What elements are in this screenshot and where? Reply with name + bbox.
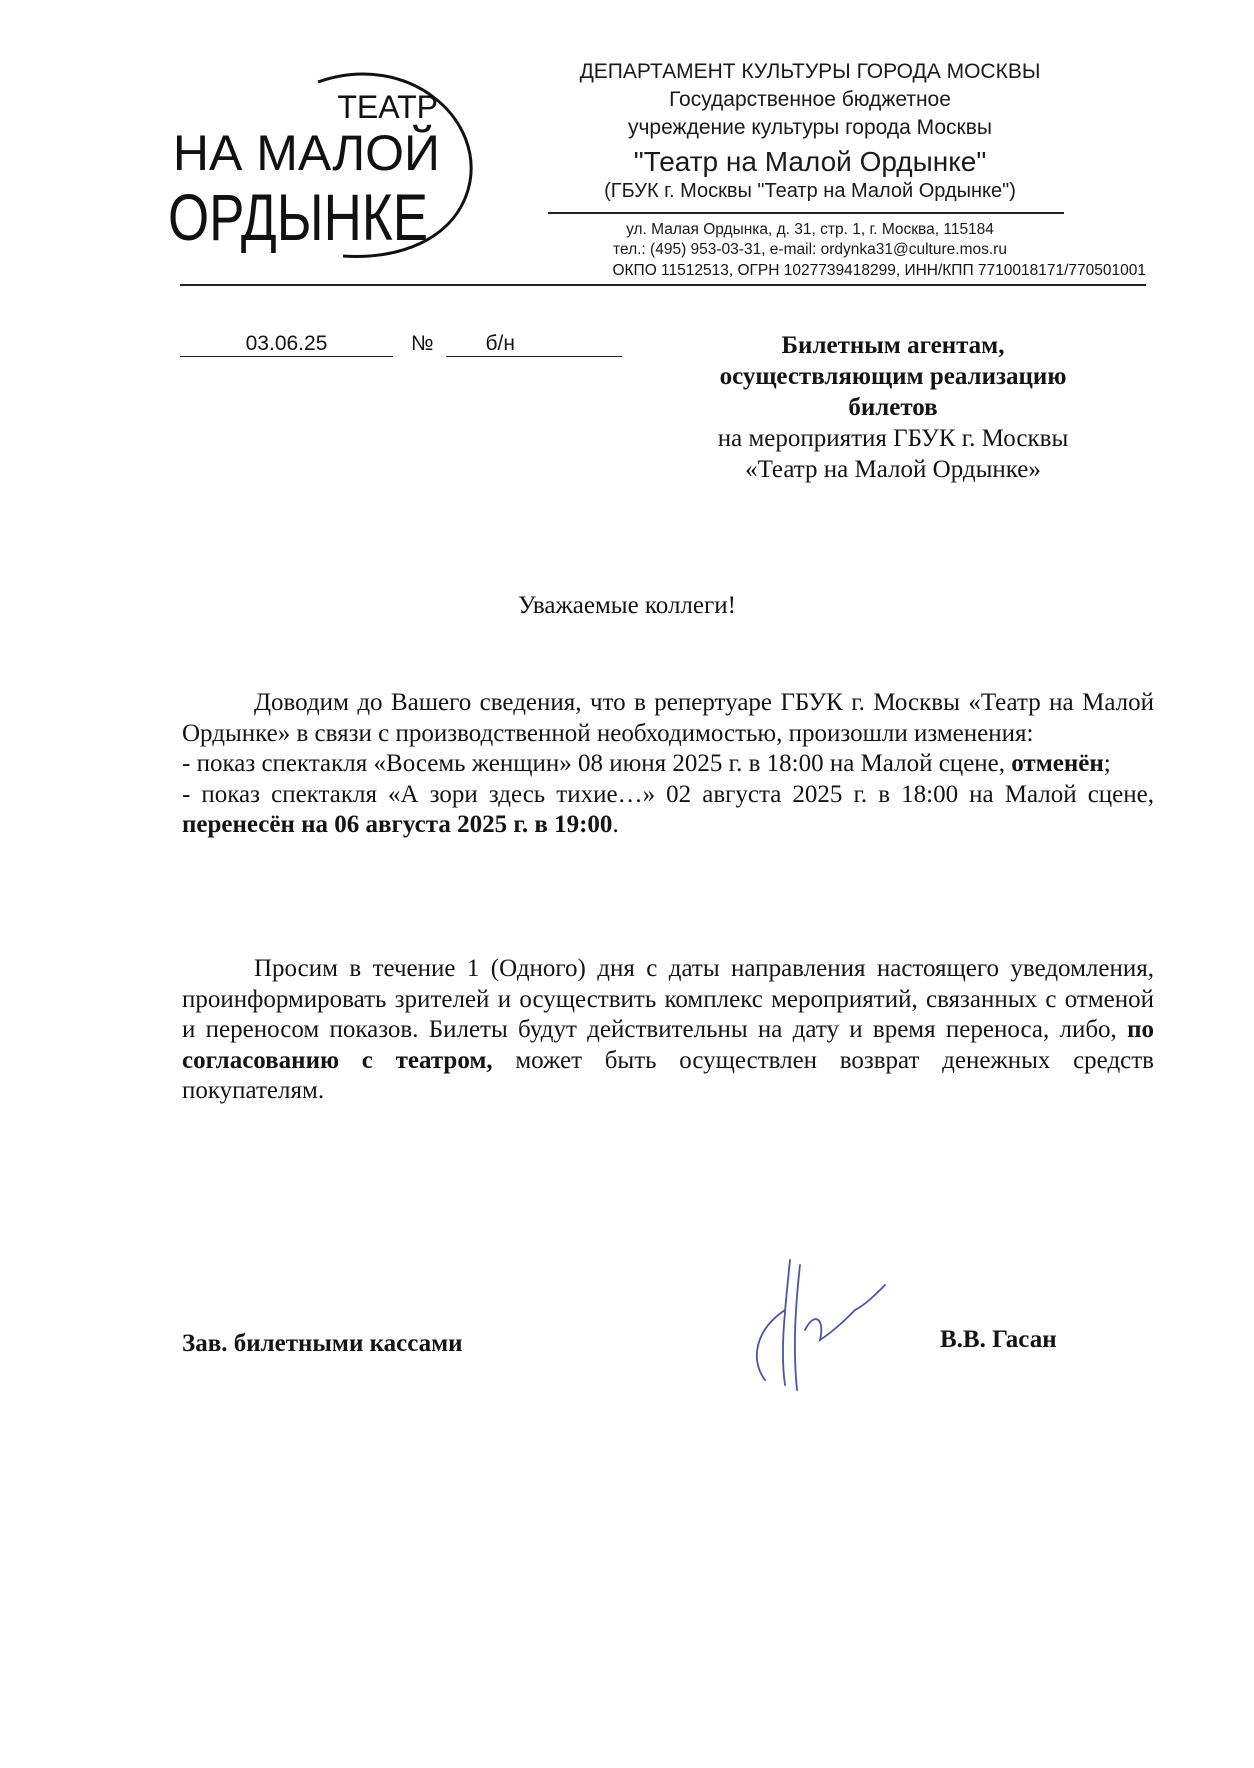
logo-text-1: ТЕАТР <box>337 89 438 125</box>
request-bold: по согласованию с театром, <box>182 1016 1154 1074</box>
addressee-line-3: билетов <box>848 394 938 421</box>
logo-text-2: НА МАЛОЙ <box>172 125 440 181</box>
letterhead-codes: ОКПО 11512513, ОГРН 1027739418299, ИНН/КПП 7710018171/770501001 <box>612 262 1146 279</box>
signatory-position: Зав. билетными кассами <box>182 1330 463 1357</box>
handwritten-signature <box>745 1250 895 1400</box>
address-text: ул. Малая Ордынка, д. 31, стр. 1, г. Москва, 115184 <box>626 221 994 238</box>
addressee-line-5: «Театр на Малой Ордынке» <box>745 456 1041 483</box>
addressee-line-2: осуществляющим реализацию <box>719 363 1067 390</box>
theatre-logo-graphic <box>168 60 498 260</box>
theatre-logo <box>168 60 498 260</box>
addressee-line-4: на мероприятия ГБУК г. Москвы <box>717 425 1069 452</box>
reference-line <box>180 332 622 357</box>
contacts-text: тел.: (495) 953-03-31, e-mail: ordynka31@culture.mos.ru <box>613 241 1007 258</box>
item-2-status: перенесён на 06 августа 2025 г. в 19:00 <box>182 811 613 838</box>
notice-item-moved <box>182 780 1154 841</box>
reference-date: 03.06.25 <box>180 332 393 357</box>
department-text: ДЕПАРТАМЕНТ КУЛЬТУРЫ ГОРОДА МОСКВЫ <box>579 60 1041 83</box>
theatre-name-text: "Театр на Малой Ордынке" <box>633 146 987 177</box>
greeting: Уважаемые коллеги! <box>518 592 736 619</box>
letterhead-divider-short <box>548 212 1064 214</box>
short-name-text: (ГБУК г. Москвы "Театр на Малой Ордынке") <box>604 180 1016 202</box>
item-2-text: - показ спектакля «А зори здесь тихие…» 02 августа 2025 г. в 18:00 на Малой сцене, <box>182 780 1154 808</box>
notice-intro: Доводим до Вашего сведения, что в репертуаре ГБУК г. Москвы «Театр на Малой Ордынке» в связи с производственной необходимостью, произошли изменения: <box>182 689 1154 747</box>
letterhead-theatre-name <box>520 146 1100 178</box>
request-paragraph <box>182 954 1154 1107</box>
letterhead-department <box>520 60 1100 84</box>
signatory-name: В.В. Гасан <box>940 1326 1057 1353</box>
institution-line-1: Государственное бюджетное <box>669 88 951 111</box>
addressee-line-1: Билетным агентам, <box>781 332 1005 359</box>
request-text-before: Просим в течение 1 (Одного) дня с даты направления настоящего уведомления, проинформировать зрителей и осуществить комплекс мероприятий, связанных с отменой и переносом показов. Билеты будут действительны на дату и время переноса, либо, <box>182 955 1154 1043</box>
letterhead-contacts <box>520 220 1100 260</box>
notice-paragraph <box>182 688 1154 841</box>
logo-text-3: ОРДЫНКЕ <box>168 180 428 254</box>
notice-item-cancelled <box>182 749 1154 780</box>
item-1-status: отменён <box>1011 750 1104 777</box>
letterhead-short-name <box>520 180 1100 203</box>
item-2-end: . <box>612 811 619 838</box>
request-text-after: может быть осуществлен возврат денежных средств покупателям. <box>182 1046 1154 1104</box>
addressee-block <box>660 330 1126 485</box>
request-text <box>182 954 1154 1107</box>
item-1-text: - показ спектакля «Восемь женщин» 08 июня 2025 г. в 18:00 на Малой сцене, <box>182 750 1006 777</box>
letterhead-institution <box>520 86 1100 142</box>
letterhead-divider-long <box>180 284 1146 286</box>
reference-number-label: № <box>411 332 434 355</box>
reference-number: б/н <box>446 332 622 357</box>
institution-line-2: учреждение культуры города Москвы <box>627 116 992 139</box>
item-1-end: ; <box>1103 750 1111 777</box>
